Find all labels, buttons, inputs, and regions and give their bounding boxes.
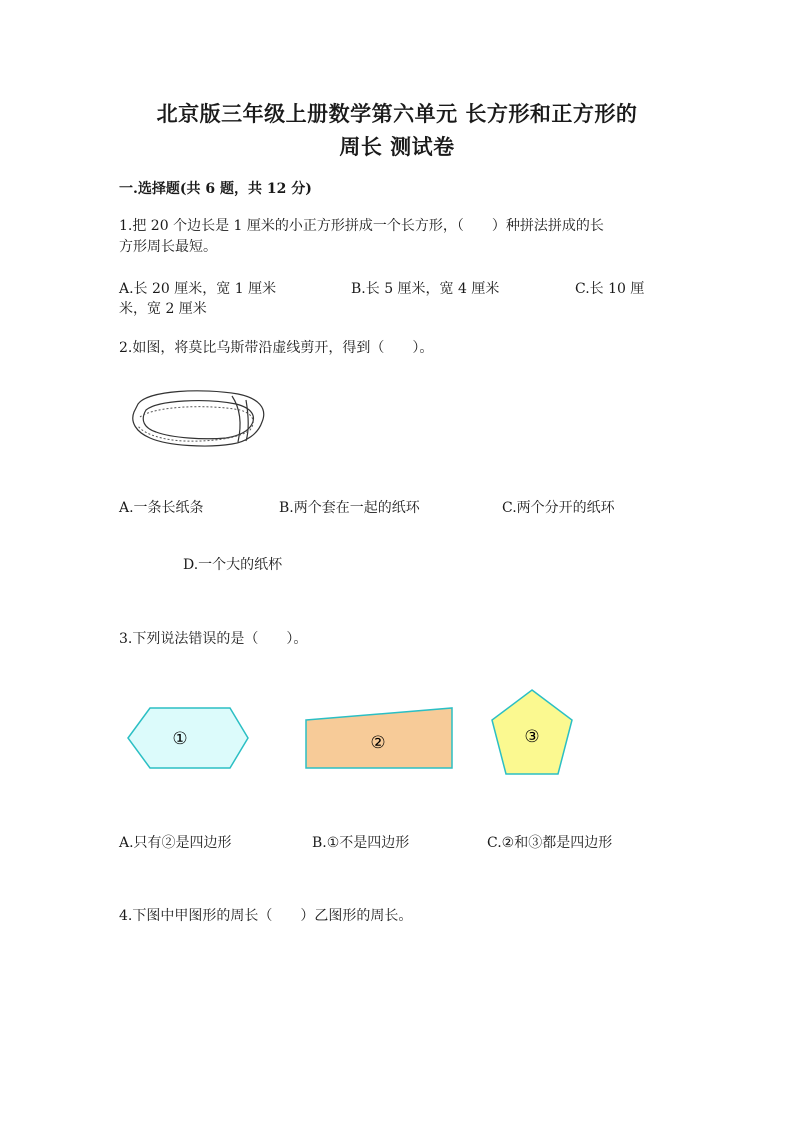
hexagon-label: ① xyxy=(172,729,188,749)
question-3-option-a[interactable]: A.只有②是四边形 xyxy=(119,835,232,851)
question-2-option-b[interactable]: B.两个套在一起的纸环 xyxy=(279,500,420,516)
quadrilateral-label: ② xyxy=(370,733,386,753)
question-3-stem: 3.下列说法错误的是（ ）。 xyxy=(119,631,308,647)
question-1-option-c-continued: 米，宽 2 厘米 xyxy=(119,301,207,317)
question-1-option-b[interactable]: B.长 5 厘米，宽 4 厘米 xyxy=(351,281,500,297)
section-heading: 一.选择题(共 6 题，共 12 分) xyxy=(119,181,312,197)
question-1-stem-line-1: 1.把 20 个边长是 1 厘米的小正方形拼成一个长方形，（ ）种拼法拼成的长 xyxy=(119,218,604,234)
hexagon-shape xyxy=(128,708,248,768)
question-3-shapes-figure xyxy=(120,682,590,782)
page-title-line-2: 周长 测试卷 xyxy=(339,134,455,159)
question-3-option-b[interactable]: B.①不是四边形 xyxy=(312,835,410,851)
question-3-option-c[interactable]: C.②和③都是四边形 xyxy=(487,835,613,851)
question-1-stem-line-2: 方形周长最短。 xyxy=(119,239,217,255)
question-1-option-c[interactable]: C.长 10 厘 xyxy=(575,281,645,297)
question-2-option-a[interactable]: A.一条长纸条 xyxy=(119,500,204,516)
pentagon-label: ③ xyxy=(524,727,540,747)
question-4-stem: 4.下图中甲图形的周长（ ）乙图形的周长。 xyxy=(119,908,413,924)
page-title-line-1: 北京版三年级上册数学第六单元 长方形和正方形的 xyxy=(156,101,638,126)
question-2-option-c[interactable]: C.两个分开的纸环 xyxy=(502,500,615,516)
mobius-strip-figure xyxy=(128,384,270,454)
question-2-option-d[interactable]: D.一个大的纸杯 xyxy=(183,557,283,573)
question-2-stem: 2.如图，将莫比乌斯带沿虚线剪开，得到（ ）。 xyxy=(119,340,434,356)
question-1-option-a[interactable]: A.长 20 厘米，宽 1 厘米 xyxy=(119,281,277,297)
